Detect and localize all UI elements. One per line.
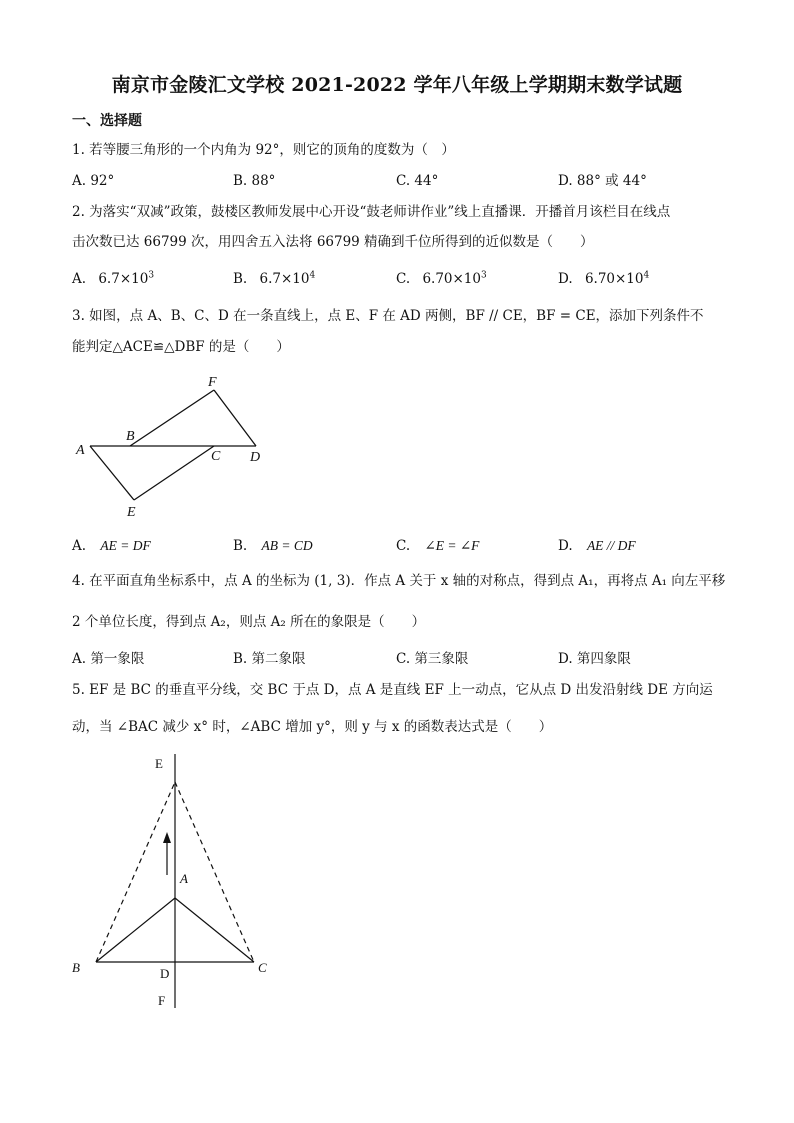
q1-option-a: A. 92° [72,173,115,189]
q5-segment-ba [96,898,175,962]
q2-option-c-exponent: 3 [481,270,487,281]
q1-stem: 1. 若等腰三角形的一个内角为 92°，则它的顶角的度数为（ ） [72,142,455,158]
q5-label-c: C [258,960,267,975]
q4-option-c: C. 第三象限 [396,651,469,667]
q2-option-c-mantissa: 6.70×10 [422,271,481,287]
q3-option-d-text: AE // DF [586,538,636,553]
q3-segment-ec [134,446,214,500]
q5-motion-arrow-head [163,832,171,843]
q5-label-d: D [160,966,170,981]
q2-option-d-mantissa: 6.70×10 [584,271,644,287]
q2-option-b-exponent: 4 [309,270,316,281]
section-heading: 一、选择题 [72,113,142,129]
q3-label-f: F [208,375,217,390]
q2-option-a [72,270,155,287]
q2-option-d [558,270,650,287]
q3-option-d [558,539,636,554]
q4-stem-line2: 2 个单位长度，得到点 A₂，则点 A₂ 所在的象限是（ ） [72,614,426,630]
q2-option-a-label: A. [72,271,87,287]
q3-option-a-label: A. [72,538,87,554]
q2-option-b-mantissa: 6.7×10 [259,271,310,287]
q3-option-c-text: ∠E = ∠F [424,538,480,553]
q3-segment-ae [90,446,134,500]
q2-stem-line1: 2. 为落实“双减”政策，鼓楼区教师发展中心开设“鼓老师讲作业”线上直播课．开播首月该栏目在线点 [72,204,671,220]
q3-figure [70,370,270,520]
page-title: 南京市金陵汇文学校 2021-2022 学年八年级上学期期末数学试题 [111,74,683,96]
q1-option-d: D. 88° 或 44° [558,173,647,189]
q5-segment-ac [175,898,254,962]
q2-option-a-exponent: 3 [148,270,155,281]
q3-stem-line2: 能判定△ACE≌△DBF 的是（ ） [72,339,290,355]
q5-label-e: E [155,756,163,771]
q2-option-d-exponent: 4 [643,270,650,281]
q3-option-b [233,539,313,554]
q3-option-b-label: B. [233,538,248,554]
q5-figure [60,750,290,1015]
q3-segment-fd [214,390,256,446]
q3-option-c [396,539,479,554]
q5-label-a: A [180,871,188,886]
q2-option-b-label: B. [233,271,248,287]
q3-label-a: A [76,443,85,458]
q3-option-a [72,539,151,554]
q3-segment-bf [130,390,214,446]
q3-stem-line1: 3. 如图，点 A、B、C、D 在一条直线上，点 E、F 在 AD 两侧，BF // CE，BF = CE，添加下列条件不 [72,308,704,324]
q3-label-e: E [127,505,136,520]
q3-option-a-text: AE = DF [100,538,151,553]
q3-option-c-label: C. [396,538,411,554]
q2-stem-line2: 击次数已达 66799 次，用四舍五入法将 66799 精确到千位所得到的近似数是（ ） [72,234,594,250]
q4-option-b: B. 第二象限 [233,651,306,667]
q3-label-b: B [126,429,135,444]
q4-option-a: A. 第一象限 [72,651,145,667]
q1-option-b: B. 88° [233,173,276,189]
q2-option-b [233,270,316,287]
q5-dashed-be [96,782,175,962]
q5-label-b: B [72,960,80,975]
q2-option-c-label: C. [396,271,411,287]
q5-stem-line1: 5. EF 是 BC 的垂直平分线，交 BC 于点 D，点 A 是直线 EF 上一动点，它从点 D 出发沿射线 DE 方向运 [72,682,713,698]
q2-option-d-label: D. [558,271,573,287]
q3-option-b-text: AB = CD [261,538,313,553]
q3-label-d: D [250,450,261,465]
q2-option-c [396,270,487,287]
q4-stem-line1: 4. 在平面直角坐标系中，点 A 的坐标为 (1, 3)．作点 A 关于 x 轴的对称点，得到点 A₁，再将点 A₁ 向左平移 [72,573,726,589]
q3-option-d-label: D. [558,538,573,554]
q5-stem-line2: 动，当 ∠BAC 减少 x° 时，∠ABC 增加 y°，则 y 与 x 的函数表达式是（ ） [72,719,553,735]
q3-label-c: C [211,449,221,464]
q4-option-d: D. 第四象限 [558,651,631,667]
q2-option-a-mantissa: 6.7×10 [98,271,149,287]
q1-option-c: C. 44° [396,173,439,189]
q5-label-f: F [158,993,166,1008]
